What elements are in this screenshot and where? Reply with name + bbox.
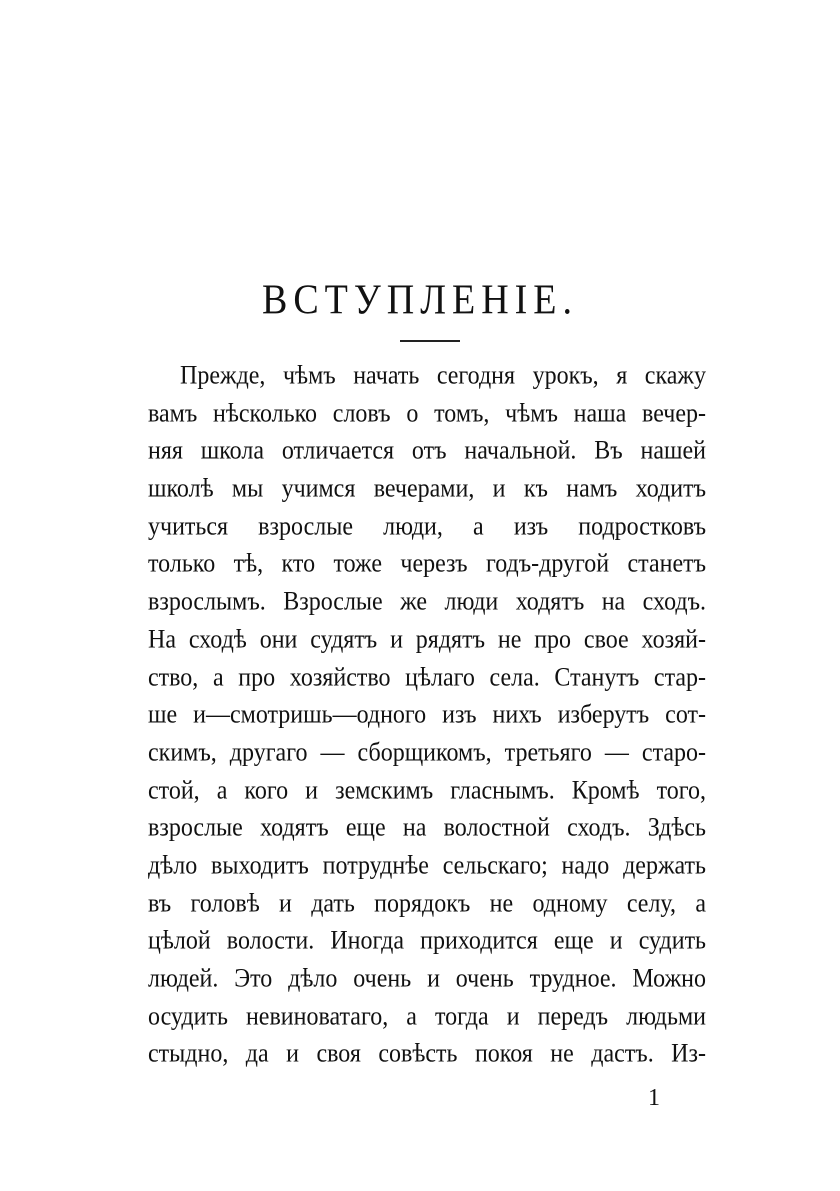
text-line: стой, а кого и земскимъ гласнымъ. Кромѣ того, [148, 776, 706, 805]
text-line: дѣло выходитъ потруднѣе сельскаго; надо держать [148, 851, 706, 881]
text-line: цѣлой волости. Иногда приходится еще и судить [148, 926, 706, 956]
chapter-title: ВСТУПЛЕНІЕ. [261, 276, 579, 324]
body-text [148, 358, 706, 1074]
text-line: стыдно, да и своя совѣсть покоя не дастъ. Из- [148, 1039, 706, 1069]
text-line: взрослымъ. Взрослые же люди ходятъ на сходъ. [148, 587, 706, 617]
text-line: осудить невиноватаго, а тогда и передъ людьми [148, 1002, 706, 1031]
title-divider [400, 340, 460, 342]
text-line: въ головѣ и дать порядокъ не одному селу, а [148, 889, 706, 918]
text-line: ство, а про хозяйство цѣлаго села. Станутъ стар- [148, 663, 706, 692]
text-line: только тѣ, кто тоже черезъ годъ-другой станетъ [148, 550, 706, 579]
page-number: 1 [648, 1085, 660, 1111]
text-line: скимъ, другаго — сборщикомъ, третьяго — старо- [148, 738, 706, 768]
text-line: людей. Это дѣло очень и очень трудное. Можно [148, 964, 706, 994]
text-line: учиться взрослые люди, а изъ подростковъ [148, 512, 706, 541]
text-line: ше и—смотришь—одного изъ нихъ изберутъ сот- [148, 700, 706, 730]
text-line: взрослые ходятъ еще на волостной сходъ. Здѣсь [148, 813, 706, 843]
text-line: Прежде, чѣмъ начать сегодня урокъ, я скажу [180, 361, 706, 391]
text-line: На сходѣ они судятъ и рядятъ не про свое хозяй- [148, 625, 706, 655]
text-line: вамъ нѣсколько словъ о томъ, чѣмъ наша вечер- [148, 399, 706, 428]
text-line: школѣ мы учимся вечерами, и къ намъ ходитъ [148, 474, 706, 504]
text-line: няя школа отличается отъ начальной. Въ нашей [148, 436, 706, 466]
